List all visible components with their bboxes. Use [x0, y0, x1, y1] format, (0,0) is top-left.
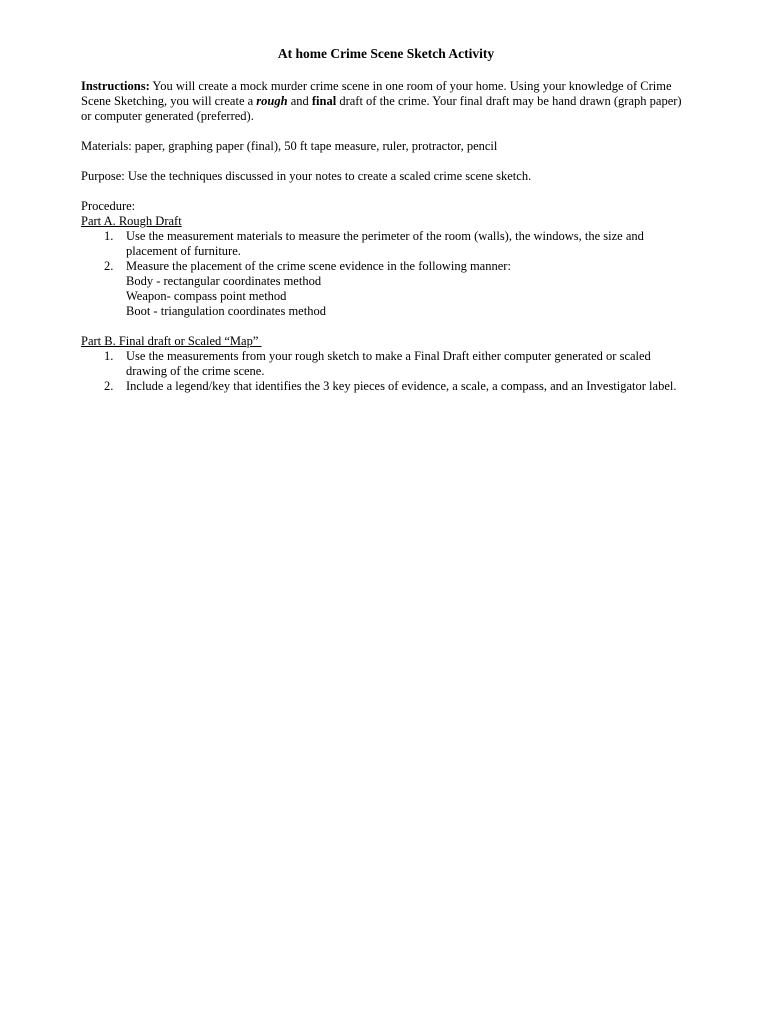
instructions-final: final	[311, 94, 337, 108]
instructions-and: and	[287, 94, 312, 108]
list-item-number: 1.	[104, 229, 114, 243]
list-item-text: Use the measurement materials to measure the perimeter of the room (walls), the windows, the size and placement of furniture.	[126, 229, 644, 258]
instructions-rough: rough	[256, 94, 288, 108]
instructions-paragraph	[81, 79, 691, 124]
instructions-label: Instructions:	[81, 79, 150, 93]
part-a-list	[81, 229, 691, 319]
list-item	[81, 229, 691, 259]
list-item-text: Include a legend/key that identifies the 3 key pieces of evidence, a scale, a compass, and an Investigator label.	[126, 379, 677, 393]
list-item-number: 2.	[104, 259, 114, 273]
list-item	[81, 349, 691, 379]
part-b-list	[81, 349, 691, 394]
evidence-method-weapon: Weapon- compass point method	[126, 289, 287, 303]
procedure-label: Procedure:	[81, 199, 136, 213]
instructions-text-2: draft of the crime. Your final draft may be hand drawn (graph paper) or computer generated (preferred).	[81, 94, 682, 123]
part-b-heading: Part B. Final draft or Scaled “Map”	[81, 334, 262, 348]
list-item	[81, 259, 691, 319]
evidence-method-boot: Boot - triangulation coordinates method	[126, 304, 326, 318]
document-title: At home Crime Scene Sketch Activity	[277, 46, 495, 61]
list-item-text: Use the measurements from your rough sketch to make a Final Draft either computer generated or scaled drawing of the crime scene.	[126, 349, 651, 378]
list-item-number: 2.	[104, 379, 114, 393]
purpose-line: Purpose: Use the techniques discussed in your notes to create a scaled crime scene sketch.	[81, 169, 532, 183]
list-item-text: Measure the placement of the crime scene evidence in the following manner:	[126, 259, 511, 273]
materials-line: Materials: paper, graphing paper (final), 50 ft tape measure, ruler, protractor, pencil	[81, 139, 498, 153]
list-item	[81, 379, 691, 394]
evidence-method-body: Body - rectangular coordinates method	[126, 274, 322, 288]
instructions-text-1: You will create a mock murder crime scene in one room of your home. Using your knowledge of Crime Scene Sketching, you will create a	[81, 79, 672, 108]
list-item-number: 1.	[104, 349, 114, 363]
document-page	[81, 46, 691, 394]
part-a-heading: Part A. Rough Draft	[81, 214, 182, 228]
